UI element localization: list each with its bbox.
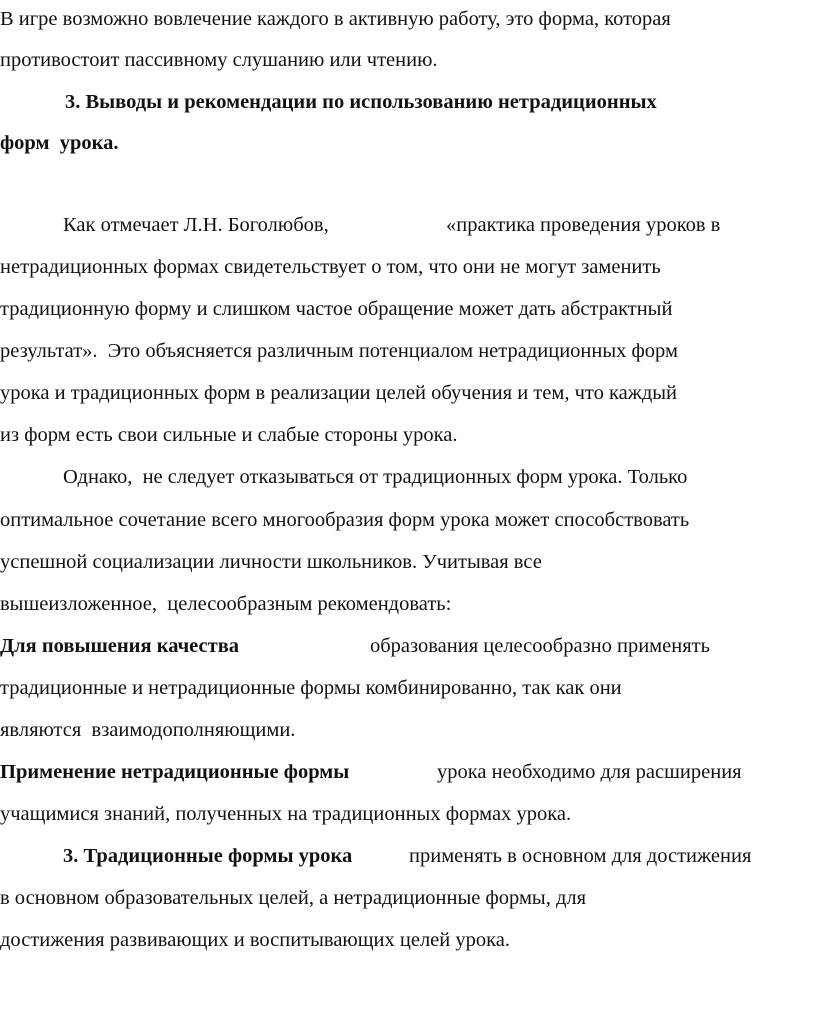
paragraph1-line-4: результат». Это объясняется различным потенциалом нетрадиционных форм xyxy=(0,340,678,362)
recommendation1-bold: Для повышения качества xyxy=(0,635,240,657)
recommendation2-line-2: учащимися знаний, полученных на традиционных формах урока. xyxy=(0,803,572,825)
paragraph1-line-5: урока и традиционных форм в реализации целей обучения и тем, что каждый xyxy=(0,382,678,404)
recommendation3-line-3: достижения развивающих и воспитывающих целей урока. xyxy=(0,929,510,951)
paragraph1-line1-right: «практика проведения уроков в xyxy=(446,214,721,236)
section-heading-line-2: форм урока. xyxy=(0,132,119,154)
recommendation1-rest: образования целесообразно применять xyxy=(370,635,710,657)
paragraph2-line-1: Однако, не следует отказываться от традиционных форм урока. Только xyxy=(63,466,688,488)
recommendation1-line-3: являются взаимодополняющими. xyxy=(0,719,296,741)
intro-line-2: противостоит пассивному слушанию или чтению. xyxy=(0,49,438,71)
paragraph2-line-2: оптимальное сочетание всего многообразия форм урока может способствовать xyxy=(0,509,690,531)
paragraph2-line-4: вышеизложенное, целесообразным рекомендовать: xyxy=(0,593,452,615)
paragraph2-line-3: успешной социализации личности школьников. Учитывая все xyxy=(0,551,542,573)
paragraph1-line1-left: Как отмечает Л.Н. Боголюбов, xyxy=(63,214,329,236)
recommendation1-line-2: традиционные и нетрадиционные формы комбинированно, так как они xyxy=(0,677,622,699)
recommendation2-rest: урока необходимо для расширения xyxy=(437,761,742,783)
paragraph1-line-3: традиционную форму и слишком частое обращение может дать абстрактный xyxy=(0,298,673,320)
recommendation3-rest: применять в основном для достижения xyxy=(409,845,752,867)
recommendation2-bold: Применение нетрадиционные формы xyxy=(0,761,350,783)
paragraph1-line-2: нетрадиционных формах свидетельствует о том, что они не могут заменить xyxy=(0,256,661,278)
paragraph1-line-6: из форм есть свои сильные и слабые стороны урока. xyxy=(0,424,458,446)
recommendation3-line-2: в основном образовательных целей, а нетрадиционные формы, для xyxy=(0,887,587,909)
intro-line-1: В игре возможно вовлечение каждого в активную работу, это форма, которая xyxy=(0,8,671,30)
recommendation3-bold: 3. Традиционные формы урока xyxy=(63,845,353,867)
section-heading-line-1: 3. Выводы и рекомендации по использованию нетрадиционных xyxy=(65,91,657,113)
